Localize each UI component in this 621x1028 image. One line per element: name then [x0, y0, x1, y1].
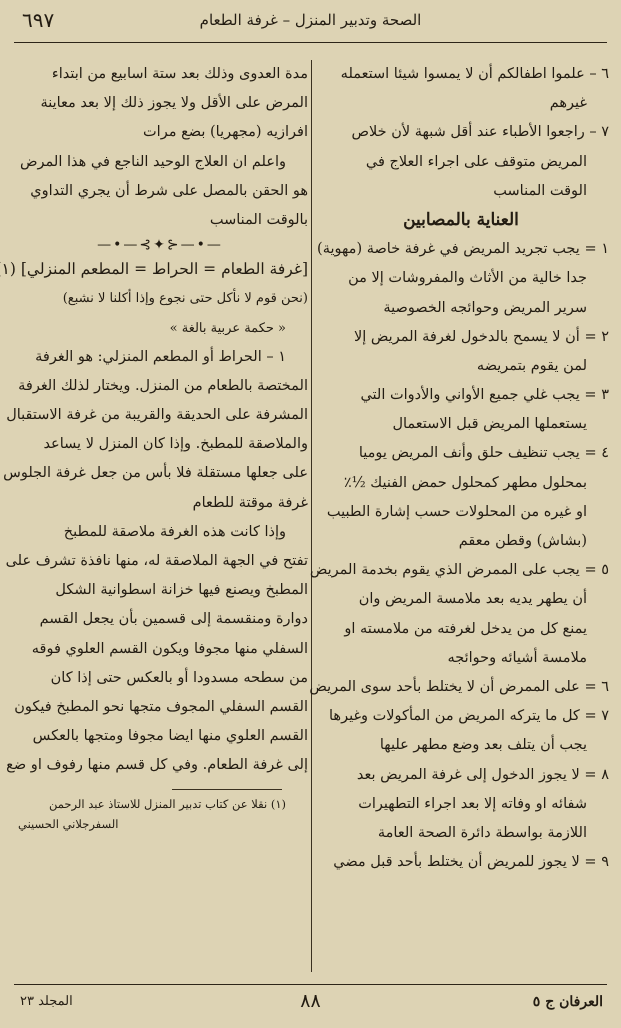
text-line: (بشاش) وقطن معقم — [458, 533, 587, 549]
text-line: مدة العدوى وذلك بعد ستة اسابيع من ابتداء — [51, 66, 308, 82]
text-line: المريض متوقف على اجراء العلاج في — [365, 153, 587, 170]
text-line: يستعملها المريض قبل الاستعمال — [392, 416, 587, 433]
text-line: الوقت المناسب — [493, 182, 587, 199]
text-line: اللازمة بواسطة دائرة الصحة العامة — [377, 824, 587, 841]
right-column — [309, 60, 609, 877]
text-line: المطبخ ويصنع فيها خزانة اسطوانية الشكل — [55, 582, 308, 599]
text-line: على جعلها مستقلة فلا بأس من جعل غرفة الجلوس — [3, 465, 308, 482]
text-line: ١ = يجب تجريد المريض في غرفة خاصة (مهوية) — [317, 241, 609, 258]
journal-issue: العرفان ج ٥ — [532, 994, 603, 1010]
text-line: بمحلول مطهر كمحلول حمض الفنيك ½٪ — [343, 474, 587, 491]
text-line: ٨ = لا يجوز الدخول إلى غرفة المريض بعد — [356, 766, 609, 783]
text-line: أن يطهر يديه بعد ملامسة المريض وان — [358, 591, 587, 608]
text-line: جدا خالية من الأثاث والمفروشات إلا من — [348, 270, 587, 287]
section-heading: العناية بالمصابين — [403, 209, 519, 230]
text-line: ٧ – راجعوا الأطباء عند أقل شبهة لأن خلاص — [351, 124, 609, 141]
left-column — [1, 60, 308, 834]
page-header — [14, 4, 607, 38]
footnote-line: (١) نقلا عن كتاب تدبير المنزل للاستاذ عبد الرحمن — [49, 796, 286, 811]
text-line: والملاصقة للمطبخ. وإذا كان المنزل لا يساعد — [43, 436, 308, 453]
text-line: ٦ = على الممرض أن لا يختلط بأحد سوى المريض — [309, 678, 609, 695]
ornament-divider: —•—⊰✦⊱—•— — [97, 237, 223, 254]
article-title: [غرفة الطعام = الحراط = المطعم المنزلي] (١ — [1, 260, 308, 279]
text-line: من سطحه مسدودا أو بالعكس حتى إذا كان — [50, 669, 308, 686]
text-line: وإذا كانت هذه الغرفة ملاصقة للمطبخ — [63, 523, 286, 540]
text-line: دوارة ومنقسمة إلى قسمين بأن يجعل القسم — [39, 611, 308, 628]
text-line: ٧ = كل ما يتركه المريض من المأكولات وغيرها — [329, 708, 609, 725]
text-line: ٥ = يجب على الممرض الذي يقوم بخدمة المريض — [309, 562, 609, 579]
column-divider — [311, 60, 312, 972]
text-line: المختصة بالطعام من المنزل. ويختار لذلك الغرفة — [18, 377, 308, 394]
header-page-number: ٦٩٧ — [22, 8, 55, 32]
text-line: سرير المريض وحوائجه الخصوصية — [383, 299, 587, 316]
footnote-line: السفرجلاني الحسيني — [18, 816, 119, 831]
text-line: السفلي منها مجوفا ويكون القسم العلوي فوقه — [31, 640, 308, 657]
page-footer — [14, 984, 607, 1020]
text-line: تفتح في الجهة الملاصقة له، منها نافذة تشرف على — [5, 553, 308, 569]
text-line: المشرفة على الحديقة والقريبة من غرفة الاستقبال — [6, 407, 308, 424]
proverb: (نحن قوم لا نأكل حتى نجوع وإذا أكلنا لا نشبع) — [62, 291, 308, 307]
text-line: افرازيه (مجهريا) بضع مرات — [143, 124, 308, 141]
text-line: بالوقت المناسب — [209, 211, 308, 228]
footnote-rule — [172, 789, 282, 790]
footer-page-number: ٨٨ — [300, 990, 321, 1012]
text-line: هو الحقن بالمصل على شرط أن يجري التداوي — [30, 182, 308, 199]
footer-rule — [14, 984, 607, 985]
text-line: ٦ – علموا اطفالكم أن لا يمسوا شيئا استعمله — [340, 66, 609, 82]
text-line: ملامسة أشيائه وحوائجه — [447, 649, 587, 666]
running-title: الصحة وتدبير المنزل – غرفة الطعام — [199, 11, 422, 29]
text-line: ١ – الحراط أو المطعم المنزلي: هو الغرفة — [35, 348, 286, 365]
text-line: المرض على الأقل ولا يجوز ذلك إلا بعد معاينة — [40, 95, 308, 112]
text-line: إلى غرفة الطعام. وفي كل قسم منها رفوف او ضع — [6, 757, 308, 774]
text-line: شفائه او وفاته إلا بعد اجراء التطهيرات — [358, 795, 587, 812]
proverb-source: « حكمة عربية بالغة » — [169, 320, 286, 336]
text-line: ٣ = يجب غلي جميع الأواني والأدوات التي — [360, 387, 609, 404]
text-line: يمنع كل من يدخل لغرفته من ملامسته او — [344, 620, 587, 637]
text-line: ٢ = أن لا يسمح بالدخول لغرفة المريض إلا — [354, 328, 609, 345]
text-line: القسم السفلي المجوف متجها نحو المطبخ فيكون — [14, 698, 308, 715]
header-rule — [14, 42, 607, 43]
text-line: واعلم ان العلاج الوحيد الناجع في هذا المرض — [20, 153, 286, 170]
text-line: ٤ = يجب تنظيف حلق وأنف المريض يوميا — [358, 445, 609, 462]
text-line: القسم العلوي منها ايضا مجوفا ومتجها بالعكس — [32, 728, 308, 745]
text-line: يجب أن يتلف بعد وضع مطهر عليها — [379, 737, 587, 754]
text-line: لمن يقوم بتمريضه — [476, 357, 587, 374]
volume-label: المجلد ٢٣ — [20, 994, 73, 1009]
text-line: غرفة موقتة للطعام — [192, 494, 308, 511]
text-line: غيرهم — [549, 95, 587, 112]
text-line: ٩ = لا يجوز للمريض أن يختلط بأحد قبل مضي — [333, 854, 609, 871]
text-line: او غيره من المحلولات حسب إشارة الطبيب — [326, 503, 587, 520]
